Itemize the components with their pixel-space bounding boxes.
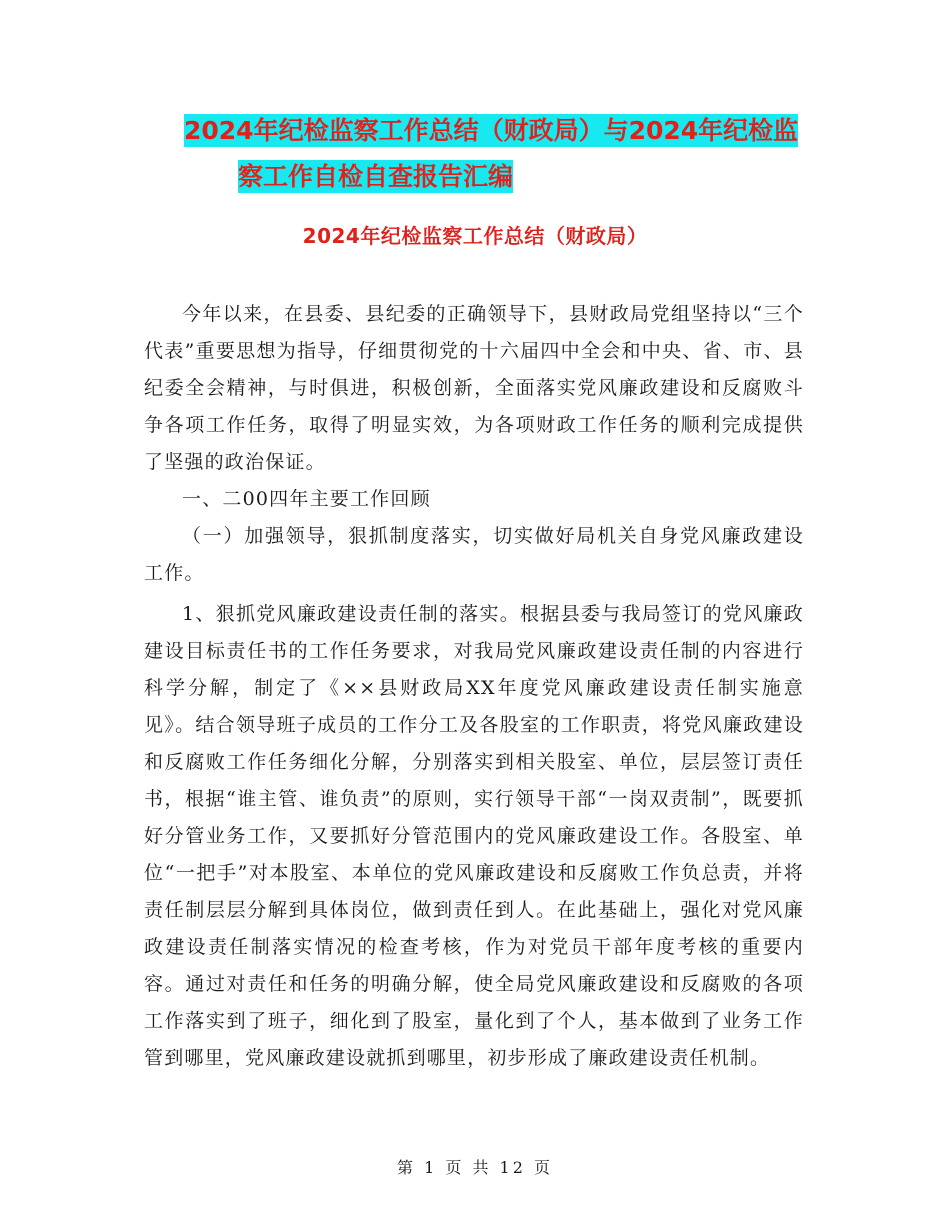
paragraph-item-1: 1、狠抓党风廉政建设责任制的落实。根据县委与我局签订的党风廉政建设目标责任书的工作任务要求，对我局党风廉政建设责任制的内容进行科学分解，制定了《××县财政局XX年度党风廉政建设责任制实施意见》。结合领导班子成员的工作分工及各股室的工作职责，将党风廉政建设和反腐败工作任务细化分解，分别落实到相关股室、单位，层层签订责任书，根据“谁主管、谁负责”的原则，实行领导干部“一岗双责制”，既要抓好分管业务工作，又要抓好分管范围内的党风廉政建设工作。各股室、单位“一把手”对本股室、本单位的党风廉政建设和反腐败工作负总责，并将责任制层层分解到具体岗位，做到责任到人。在此基础上，强化对党风廉政建设责任制落实情况的检查考核，作为对党员干部年度考核的重要内容。通过对责任和任务的明确分解，使全局党风廉政建设和反腐败的各项工作落实到了班子，细化到了股室，量化到了个人，基本做到了业务工作管到哪里，党风廉政建设就抓到哪里，初步形成了廉政建设责任机制。 [144,603,804,1069]
main-title [140,108,830,200]
paragraph-subheading-1: （一）加强领导，狠抓制度落实，切实做好局机关自身党风廉政建设工作。 [144,525,804,584]
main-title-line-1: 2024年纪检监察工作总结（财政局）与2024年纪检监 [184,116,799,145]
main-title-line-2: 察工作自检自查报告汇编 [238,162,514,191]
page-footer: 第 1 页 共 12 页 [397,1158,553,1177]
section-title: 2024年纪检监察工作总结（财政局） [302,224,648,248]
paragraph-heading-1: 一、二00四年主要工作回顾 [182,488,431,510]
paragraph-intro: 今年以来，在县委、县纪委的正确领导下，县财政局党组坚持以“三个代表”重要思想为指导，仔细贯彻党的十六届四中全会和中央、省、市、县纪委全会精神，与时俱进，积极创新，全面落实党风廉政建设和反腐败斗争各项工作任务，取得了明显实效，为各项财政工作任务的顺利完成提供了坚强的政治保证。 [144,303,804,473]
body-text [144,296,804,1077]
